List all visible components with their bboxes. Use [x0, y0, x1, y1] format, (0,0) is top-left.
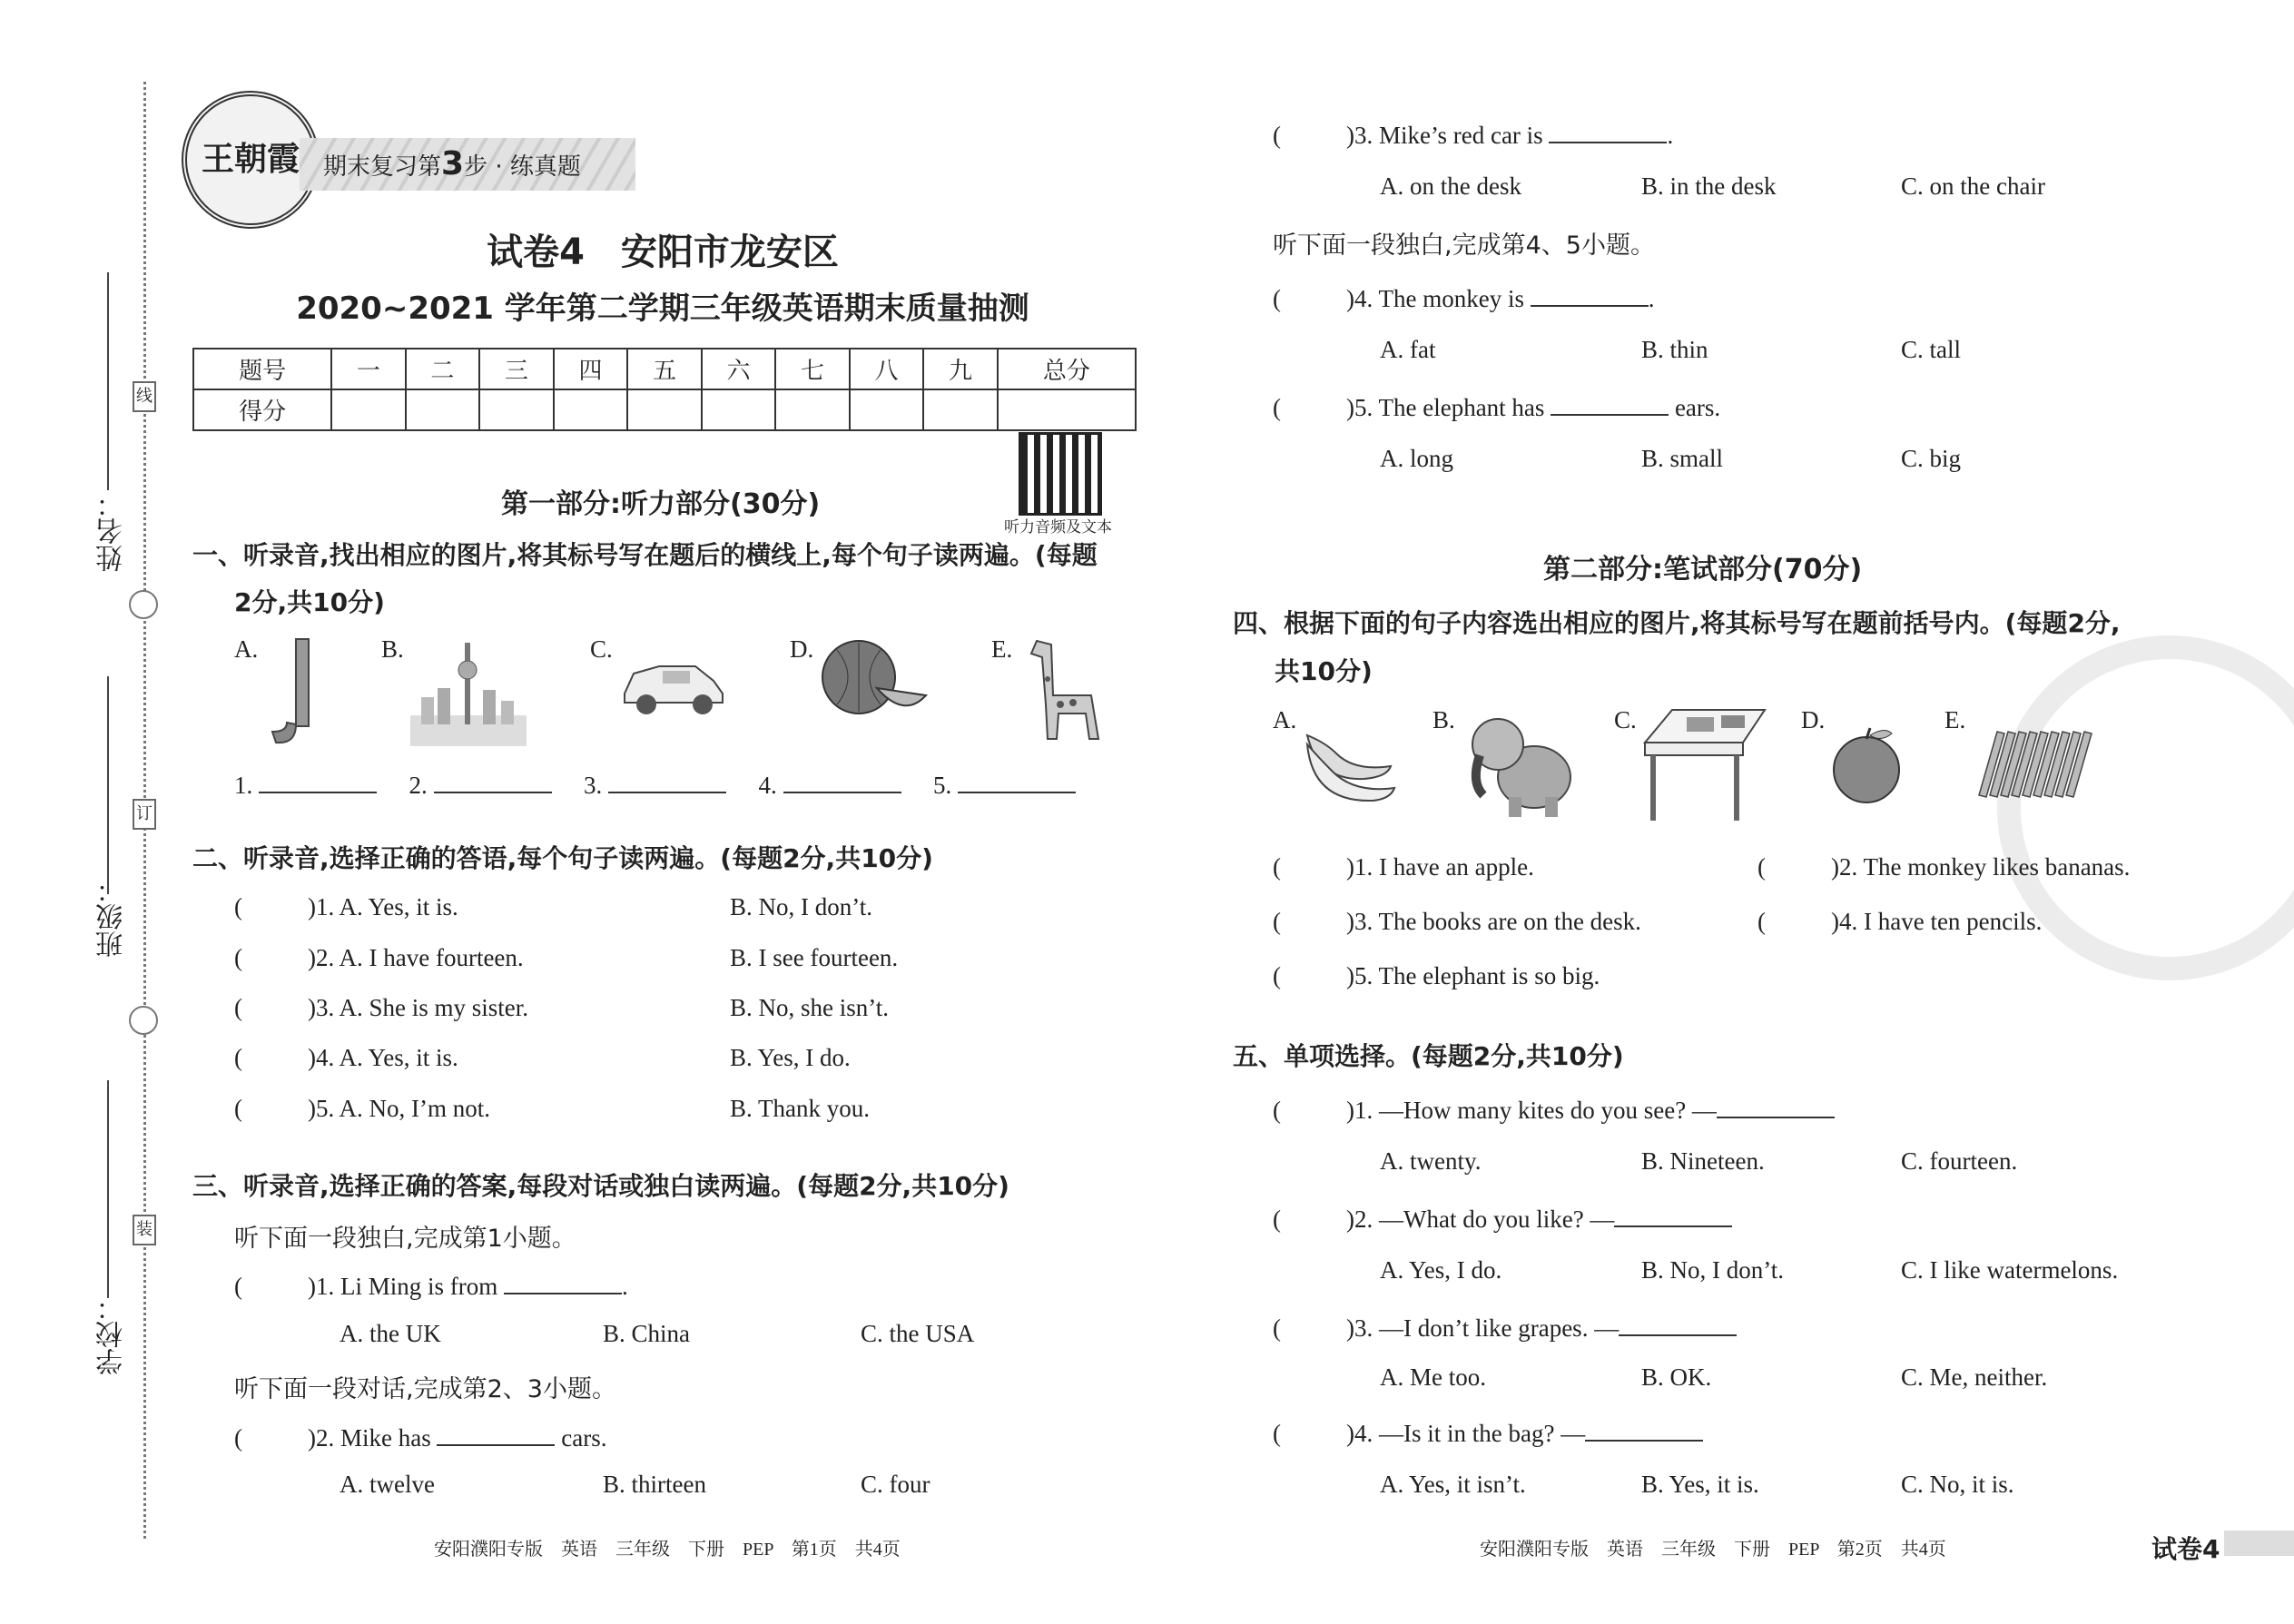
logo-text: 王朝霞: [201, 141, 300, 178]
giraffe-icon: [1015, 632, 1115, 750]
q1-label-b: B.: [381, 635, 404, 663]
pencils-icon: [1970, 726, 2097, 844]
seal-word-xian: 线: [133, 381, 156, 412]
q1-blank-label: 5.: [933, 772, 952, 799]
q1-instruction: 一、听录音,找出相应的图片,将其标号写在题后的横线上,每个句子读两遍。(每题: [192, 540, 1098, 570]
q3-item-5: ( )5. The elephant has ears.: [1273, 390, 1720, 422]
q4-label-e: E.: [1944, 706, 1966, 733]
option-a: A. Yes, I do.: [1380, 1256, 1502, 1284]
desk-with-books-icon: [1641, 706, 1768, 824]
q1-label-a: A.: [234, 635, 259, 663]
q4-instruction: 四、根据下面的句子内容选出相应的图片,将其标号写在题前括号内。(每题2分,: [1233, 608, 2121, 638]
question-stem: )2. Mike has: [308, 1424, 431, 1452]
score-cell: 一: [331, 349, 406, 389]
q2-item: ( )1. A. Yes, it is.: [234, 893, 458, 920]
question-stem: )3. Mike’s red car is: [1346, 122, 1543, 149]
q2-item: ( )3. A. She is my sister.: [234, 994, 529, 1021]
q2-item-b: B. No, I don’t.: [730, 893, 873, 920]
q1-label-c: C.: [590, 635, 613, 663]
q1-blank-label: 1.: [234, 772, 253, 799]
q4-label-d: D.: [1801, 706, 1826, 733]
option-b: B. China: [603, 1320, 691, 1347]
q2-item-a: )5. A. No, I’m not.: [308, 1095, 490, 1122]
score-input-cell[interactable]: [406, 389, 480, 430]
score-input-cell[interactable]: [775, 389, 850, 430]
q3-item-2: ( )2. Mike has cars.: [234, 1421, 606, 1452]
banner-suffix: 步 · 练真题: [464, 153, 581, 181]
class-write-line: [107, 676, 109, 894]
option-a: A. Me too.: [1380, 1363, 1486, 1391]
score-input-cell[interactable]: [923, 389, 998, 430]
qr-code-icon[interactable]: [1019, 432, 1102, 516]
fill-blank[interactable]: [1619, 1311, 1737, 1336]
q2-item-a: )1. A. Yes, it is.: [308, 893, 458, 920]
option-a: A. twelve: [340, 1471, 435, 1498]
score-cell: 总分: [998, 349, 1136, 389]
q5-instruction: 五、单项选择。(每题2分,共10分): [1233, 1041, 1624, 1071]
seal-word-zhuang: 装: [133, 1215, 156, 1245]
option-a: A. Yes, it isn’t.: [1380, 1471, 1526, 1498]
footer-page-2: 安阳濮阳专版 英语 三年级 下册 PEP 第2页 共4页: [1480, 1540, 1946, 1560]
question-stem-end: ears.: [1674, 394, 1721, 421]
q5-item-2: ( )2. —What do you like? —: [1273, 1202, 1732, 1234]
q4-instruction-cont: 共10分): [1275, 656, 1373, 686]
apple-icon: [1828, 726, 1910, 844]
score-cell: 六: [702, 349, 776, 389]
option-c: C. the USA: [861, 1320, 975, 1347]
score-cell: 二: [406, 349, 480, 389]
name-write-line: [107, 272, 109, 490]
question-stem: )4. —Is it in the bag? —: [1346, 1420, 1586, 1447]
option-b: B. in the desk: [1641, 172, 1777, 200]
q1-blank-row: [234, 768, 1076, 800]
q2-item: ( )2. A. I have fourteen.: [234, 944, 524, 971]
q4-sentence: )1. I have an apple.: [1346, 853, 1534, 881]
binding-knot-icon: [129, 1006, 158, 1035]
school-label: 学校：: [96, 1294, 128, 1375]
paper-tab-bar: [2224, 1530, 2294, 1556]
paper-tab-label: 试卷4: [2151, 1534, 2220, 1564]
q2-instruction: 二、听录音,选择正确的答语,每个句子读两遍。(每题2分,共10分): [192, 843, 933, 873]
q1-label-e: E.: [991, 635, 1013, 663]
q3-instruction: 三、听录音,选择正确的答案,每段对话或独白读两遍。(每题2分,共10分): [192, 1171, 1009, 1201]
score-cell: 得分: [193, 389, 331, 430]
score-cell: 八: [850, 349, 924, 389]
q1-label-d: D.: [790, 635, 814, 663]
q4-label-c: C.: [1614, 706, 1637, 733]
question-stem-end: .: [1648, 285, 1655, 312]
score-table-score-row: [193, 389, 1136, 430]
score-input-cell[interactable]: [998, 389, 1136, 430]
option-a: A. fat: [1380, 336, 1436, 363]
option-a: A. the UK: [340, 1320, 441, 1347]
hockey-stick-icon: [261, 634, 325, 752]
q5-item-3: ( )3. —I don’t like grapes. —: [1273, 1311, 1737, 1343]
watermelon-icon: [817, 632, 930, 750]
score-cell: 三: [479, 349, 554, 389]
banner-prefix: 期末复习第: [323, 153, 442, 181]
option-b: B. thin: [1641, 336, 1708, 363]
q1-blank-label: 2.: [409, 772, 428, 799]
fill-blank[interactable]: [1717, 1093, 1835, 1118]
option-a: A. twenty.: [1380, 1147, 1482, 1175]
school-write-line: [107, 1080, 109, 1298]
q4-label-a: A.: [1273, 706, 1297, 733]
score-input-cell[interactable]: [850, 389, 924, 430]
seal-word-ding: 订: [133, 799, 156, 830]
elephant-icon: [1456, 704, 1580, 822]
q4-sentence: )3. The books are on the desk.: [1346, 908, 1641, 935]
fill-blank[interactable]: [437, 1421, 555, 1446]
q4-item-2: ( )2. The monkey likes bananas.: [1757, 853, 2131, 881]
score-input-cell[interactable]: [554, 389, 628, 430]
score-table: [192, 348, 1137, 431]
option-b: B. Yes, it is.: [1641, 1471, 1759, 1498]
fill-blank[interactable]: [1614, 1202, 1732, 1227]
part2-title: 第二部分:笔试部分(70分): [1543, 554, 1863, 586]
q4-item-5: ( )5. The elephant is so big.: [1273, 962, 1600, 989]
q3-intro: 听下面一段独白,完成第1小题。: [234, 1225, 576, 1253]
q5-item-4: ( )4. —Is it in the bag? —: [1273, 1416, 1703, 1448]
q4-item-3: ( )3. The books are on the desk.: [1273, 908, 1641, 935]
question-stem-end: cars.: [561, 1424, 607, 1452]
option-c: C. Me, neither.: [1901, 1363, 2048, 1391]
option-c: C. I like watermelons.: [1901, 1256, 2119, 1284]
question-stem-end: .: [622, 1273, 628, 1300]
option-c: C. No, it is.: [1901, 1471, 2014, 1498]
bananas-icon: [1300, 726, 1396, 844]
score-input-cell[interactable]: [702, 389, 776, 430]
q1-blank-label: 3.: [584, 772, 603, 799]
q4-item-4: ( )4. I have ten pencils.: [1757, 908, 2043, 935]
fill-blank[interactable]: [1551, 390, 1669, 416]
question-stem: )1. —How many kites do you see? —: [1346, 1097, 1717, 1124]
q4-sentence: )5. The elephant is so big.: [1346, 962, 1600, 989]
q1-answer-blank-5[interactable]: [958, 768, 1076, 793]
q2-item-a: )2. A. I have fourteen.: [308, 944, 524, 971]
q2-item-b: B. Yes, I do.: [730, 1044, 851, 1071]
q2-item: ( )4. A. Yes, it is.: [234, 1044, 458, 1071]
qr-caption: 听力音频及文本: [1004, 518, 1112, 536]
q4-sentence: )2. The monkey likes bananas.: [1831, 853, 2131, 881]
option-b: B. Nineteen.: [1641, 1147, 1765, 1175]
option-b: B. small: [1641, 445, 1724, 472]
binding-knot-icon: [129, 590, 158, 619]
option-c: C. tall: [1901, 336, 1961, 363]
q2-item-b: B. No, she isn’t.: [730, 994, 890, 1021]
q3-intro: 听下面一段对话,完成第2、3小题。: [234, 1375, 616, 1403]
option-a: A. on the desk: [1380, 172, 1521, 200]
q2-item-b: B. I see fourteen.: [730, 944, 899, 971]
part1-title: 第一部分:听力部分(30分): [501, 488, 821, 520]
option-b: B. No, I don’t.: [1641, 1256, 1785, 1284]
name-label: 姓名：: [96, 490, 128, 572]
q4-label-b: B.: [1433, 706, 1455, 733]
question-stem: )5. The elephant has: [1346, 394, 1545, 421]
fill-blank[interactable]: [504, 1269, 622, 1294]
score-cell: 题号: [193, 349, 331, 389]
q3-intro: 听下面一段独白,完成第4、5小题。: [1273, 231, 1655, 260]
question-stem: )2. —What do you like? —: [1346, 1206, 1615, 1233]
q1-answer-blank-2[interactable]: [434, 768, 552, 793]
q1-answer-blank-3[interactable]: [608, 768, 726, 793]
question-stem: )4. The monkey is: [1346, 285, 1524, 312]
q2-item-a: )3. A. She is my sister.: [308, 994, 529, 1021]
step-banner: [300, 138, 635, 191]
score-cell: 四: [554, 349, 628, 389]
city-tower-icon: [410, 634, 527, 752]
q1-instruction-cont: 2分,共10分): [234, 587, 385, 617]
score-cell: 九: [923, 349, 998, 389]
option-b: B. OK.: [1641, 1363, 1712, 1391]
q5-item-1: ( )1. —How many kites do you see? —: [1273, 1093, 1835, 1125]
option-c: C. four: [861, 1471, 930, 1498]
q2-item-b: B. Thank you.: [730, 1095, 870, 1122]
fill-blank[interactable]: [1585, 1416, 1703, 1442]
option-a: A. long: [1380, 445, 1453, 472]
question-stem: )1. Li Ming is from: [308, 1273, 498, 1300]
q1-answer-blank-1[interactable]: [259, 768, 377, 793]
score-table-header-row: [193, 349, 1136, 389]
footer-page-1: 安阳濮阳专版 英语 三年级 下册 PEP 第1页 共4页: [434, 1540, 901, 1560]
q1-answer-blank-4[interactable]: [783, 768, 901, 793]
q2-item: ( )5. A. No, I’m not.: [234, 1095, 490, 1122]
car-icon: [619, 646, 728, 764]
option-c: C. fourteen.: [1901, 1147, 2018, 1175]
paper-subtitle: 2020~2021 学年第二学期三年级英语期末质量抽测: [296, 290, 1029, 327]
score-input-cell[interactable]: [331, 389, 406, 430]
q4-item-1: ( )1. I have an apple.: [1273, 853, 1534, 881]
q2-item-a: )4. A. Yes, it is.: [308, 1044, 458, 1071]
paper-title: 试卷4 安阳市龙安区: [487, 231, 839, 273]
q3-item-1: ( )1. Li Ming is from .: [234, 1269, 628, 1301]
score-cell: 五: [627, 349, 702, 389]
option-c: C. on the chair: [1901, 172, 2045, 200]
option-c: C. big: [1901, 445, 1962, 472]
score-cell: 七: [775, 349, 850, 389]
q4-sentence: )4. I have ten pencils.: [1831, 908, 2043, 935]
banner-step-number: 3: [441, 145, 465, 182]
q3-item-4: ( )4. The monkey is .: [1273, 281, 1654, 313]
question-stem: )3. —I don’t like grapes. —: [1346, 1314, 1620, 1342]
option-b: B. thirteen: [603, 1471, 706, 1498]
score-input-cell[interactable]: [479, 389, 554, 430]
q1-blank-label: 4.: [758, 772, 777, 799]
fill-blank[interactable]: [1531, 281, 1649, 307]
class-label: 班级：: [96, 876, 128, 958]
question-stem-end: .: [1667, 122, 1674, 149]
q3-item-3: ( )3. Mike’s red car is .: [1273, 118, 1673, 150]
fill-blank[interactable]: [1549, 118, 1667, 143]
score-input-cell[interactable]: [627, 389, 702, 430]
